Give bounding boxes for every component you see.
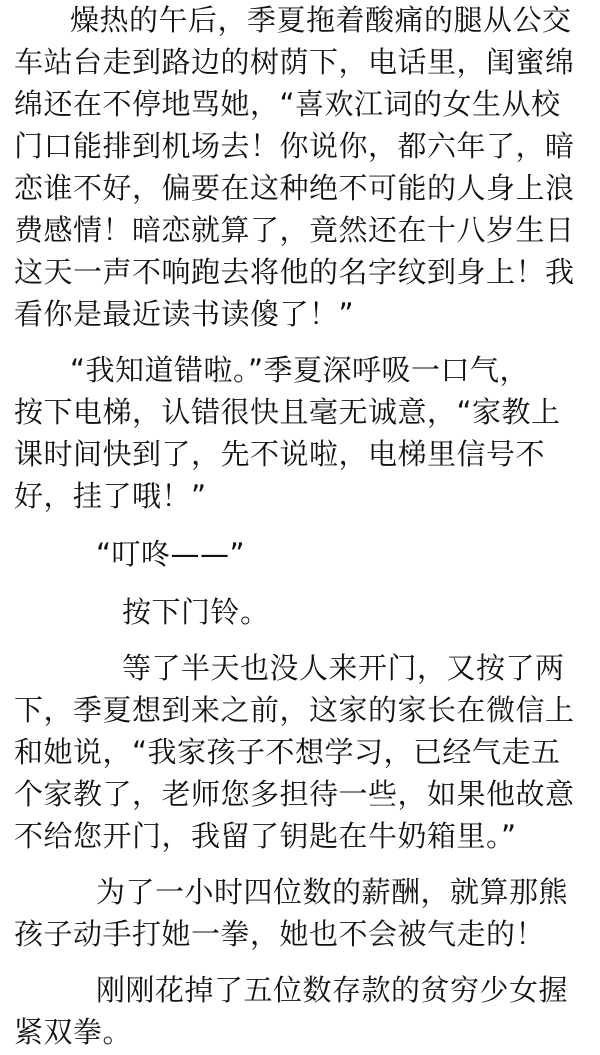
text-line: 恋谁不好，偏要在这种绝不可能的人身上浪	[14, 171, 575, 205]
text-line: 等了半天也没人来开门，又按了两	[122, 651, 565, 685]
text-line: 按下门铃。	[122, 595, 270, 629]
text-line: 费感情！暗恋就算了，竟然还在十八岁生日	[14, 213, 575, 247]
text-line: 燥热的午后，季夏拖着酸痛的腿从公交	[70, 3, 572, 37]
text-line: 绵还在不停地骂她，“喜欢江词的女生从校	[14, 87, 561, 121]
text-line: 看你是最近读书读傻了！”	[14, 297, 355, 331]
text-line: “叮咚——”	[96, 537, 246, 571]
text-line: 个家教了，老师您多担待一些，如果他故意	[14, 777, 575, 811]
text-line: 按下电梯，认错很快且毫无诚意，“家教上	[14, 395, 561, 429]
text-line: “我知道错啦。”季夏深呼吸一口气，	[70, 353, 530, 387]
text-line: 这天一声不响跑去将他的名字纹到身上！我	[14, 255, 575, 289]
text-line: 下，季夏想到来之前，这家的家长在微信上	[14, 693, 575, 727]
text-line: 和她说，“我家孩子不想学习，已经气走五	[14, 735, 561, 769]
text-line: 门口能排到机场去！你说你，都六年了，暗	[14, 129, 575, 163]
text-line: 为了一小时四位数的薪酬，就算那熊	[96, 875, 569, 909]
text-line: 好，挂了哦！”	[14, 479, 207, 513]
text-line: 刚刚花掉了五位数存款的贫穷少女握	[96, 973, 569, 1007]
text-line: 课时间快到了，先不说啦，电梯里信号不	[14, 437, 546, 471]
text-line: 紧双拳。	[14, 1015, 133, 1049]
text-line: 车站台走到路边的树荫下，电话里，闺蜜绵	[14, 45, 575, 79]
text-line: 不给您开门，我留了钥匙在牛奶箱里。”	[14, 819, 517, 853]
text-line: 孩子动手打她一拳，她也不会被气走的！	[14, 917, 546, 951]
